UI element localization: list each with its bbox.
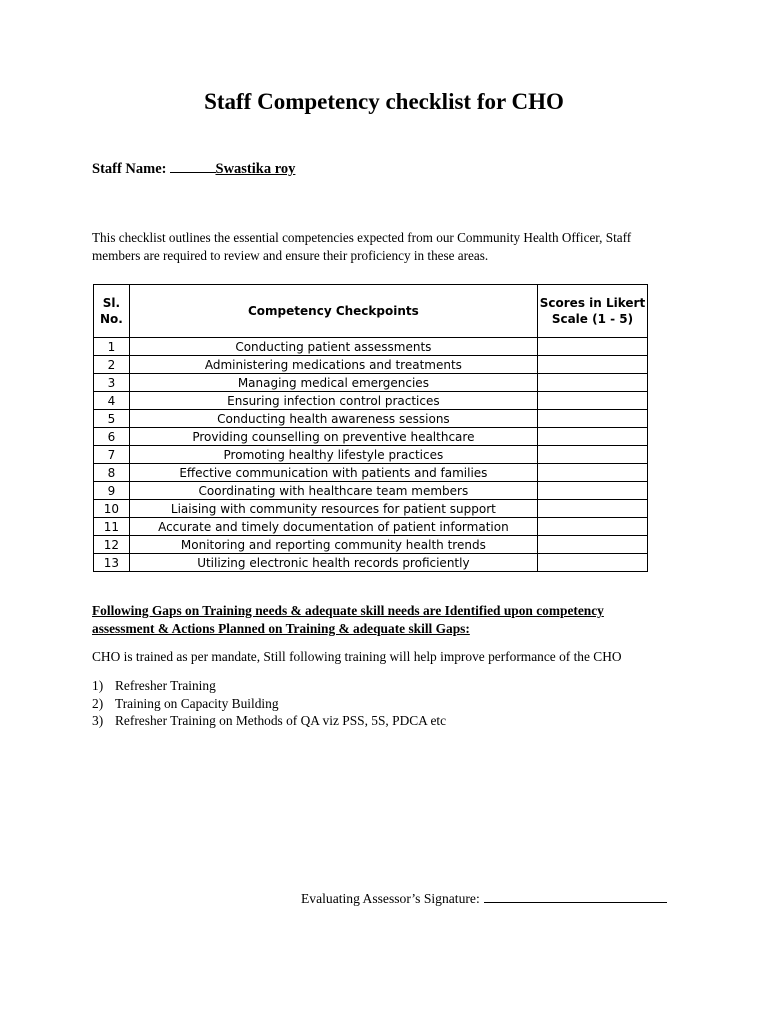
staff-name-blank-line bbox=[170, 157, 216, 173]
assessor-signature-row bbox=[301, 889, 667, 908]
cell-sl-no: 6 bbox=[94, 428, 130, 446]
staff-name-value: Swastika roy bbox=[215, 161, 296, 177]
list-item bbox=[92, 712, 446, 730]
table-row bbox=[94, 446, 648, 464]
cell-sl-no: 9 bbox=[94, 482, 130, 500]
table-row bbox=[94, 356, 648, 374]
cell-score bbox=[537, 500, 647, 518]
cell-competency: Providing counselling on preventive healthcare bbox=[129, 428, 537, 446]
page-title: Staff Competency checklist for CHO bbox=[204, 89, 564, 114]
cell-score bbox=[537, 464, 647, 482]
cell-competency: Coordinating with healthcare team members bbox=[129, 482, 537, 500]
cell-sl-no: 3 bbox=[94, 374, 130, 392]
competency-table-body bbox=[94, 338, 648, 572]
cell-sl-no: 2 bbox=[94, 356, 130, 374]
cell-score bbox=[537, 356, 647, 374]
cell-competency: Conducting health awareness sessions bbox=[129, 410, 537, 428]
cell-score bbox=[537, 374, 647, 392]
cell-competency: Promoting healthy lifestyle practices bbox=[129, 446, 537, 464]
intro-paragraph: This checklist outlines the essential competencies expected from our Community Health Officer, Staff members are required to review and ensure their proficiency in these areas. bbox=[92, 230, 632, 263]
list-item-text: Refresher Training on Methods of QA viz PSS, 5S, PDCA etc bbox=[115, 713, 447, 728]
list-item bbox=[92, 695, 446, 713]
list-item-number: 1) bbox=[92, 678, 104, 693]
cell-score bbox=[537, 428, 647, 446]
table-row bbox=[94, 410, 648, 428]
table-row bbox=[94, 374, 648, 392]
cell-competency: Ensuring infection control practices bbox=[129, 392, 537, 410]
table-row bbox=[94, 338, 648, 356]
list-item-number: 3) bbox=[92, 713, 104, 728]
cell-competency: Administering medications and treatments bbox=[129, 356, 537, 374]
table-header-row bbox=[94, 285, 648, 338]
cell-sl-no: 12 bbox=[94, 536, 130, 554]
cell-score bbox=[537, 392, 647, 410]
table-row bbox=[94, 554, 648, 572]
table-row bbox=[94, 536, 648, 554]
cell-score bbox=[537, 554, 647, 572]
header-competency-checkpoints: Competency Checkpoints bbox=[129, 285, 537, 338]
cell-sl-no: 7 bbox=[94, 446, 130, 464]
cho-statement: CHO is trained as per mandate, Still following training will help improve performance of the CHO bbox=[92, 649, 622, 664]
cell-sl-no: 8 bbox=[94, 464, 130, 482]
staff-name-row bbox=[92, 157, 295, 179]
cell-score bbox=[537, 518, 647, 536]
cell-sl-no: 11 bbox=[94, 518, 130, 536]
staff-name-label: Staff Name: bbox=[92, 161, 167, 177]
cell-competency: Conducting patient assessments bbox=[129, 338, 537, 356]
table-row bbox=[94, 392, 648, 410]
cell-sl-no: 1 bbox=[94, 338, 130, 356]
header-likert-score: Scores in Likert Scale (1 - 5) bbox=[537, 285, 647, 338]
list-item-number: 2) bbox=[92, 695, 104, 711]
table-row bbox=[94, 464, 648, 482]
cell-sl-no: 10 bbox=[94, 500, 130, 518]
cell-score bbox=[537, 338, 647, 356]
training-list bbox=[92, 677, 446, 730]
cell-competency: Utilizing electronic health records proficiently bbox=[129, 554, 537, 572]
cell-sl-no: 4 bbox=[94, 392, 130, 410]
cell-score bbox=[537, 482, 647, 500]
table-row bbox=[94, 482, 648, 500]
table-row bbox=[94, 428, 648, 446]
cell-sl-no: 13 bbox=[94, 554, 130, 572]
table-row bbox=[94, 500, 648, 518]
cell-score bbox=[537, 446, 647, 464]
competency-table bbox=[93, 284, 648, 572]
cell-competency: Accurate and timely documentation of patient information bbox=[129, 518, 537, 536]
signature-label: Evaluating Assessor’s Signature: bbox=[301, 891, 480, 906]
gaps-heading: Following Gaps on Training needs & adequate skill needs are Identified upon competency assessment & Actions Planned on Training & adequate skill Gaps: bbox=[92, 603, 604, 636]
cell-competency: Effective communication with patients and families bbox=[129, 464, 537, 482]
table-row bbox=[94, 518, 648, 536]
cell-score bbox=[537, 410, 647, 428]
cell-competency: Managing medical emergencies bbox=[129, 374, 537, 392]
list-item-text: Refresher Training bbox=[115, 678, 216, 693]
list-item bbox=[92, 677, 446, 695]
cell-competency: Liaising with community resources for patient support bbox=[129, 500, 537, 518]
cell-score bbox=[537, 536, 647, 554]
header-sl-no: Sl. No. bbox=[94, 285, 130, 338]
cell-competency: Monitoring and reporting community health trends bbox=[129, 536, 537, 554]
list-item-text: Training on Capacity Building bbox=[115, 695, 279, 711]
signature-line bbox=[484, 889, 667, 903]
cell-sl-no: 5 bbox=[94, 410, 130, 428]
